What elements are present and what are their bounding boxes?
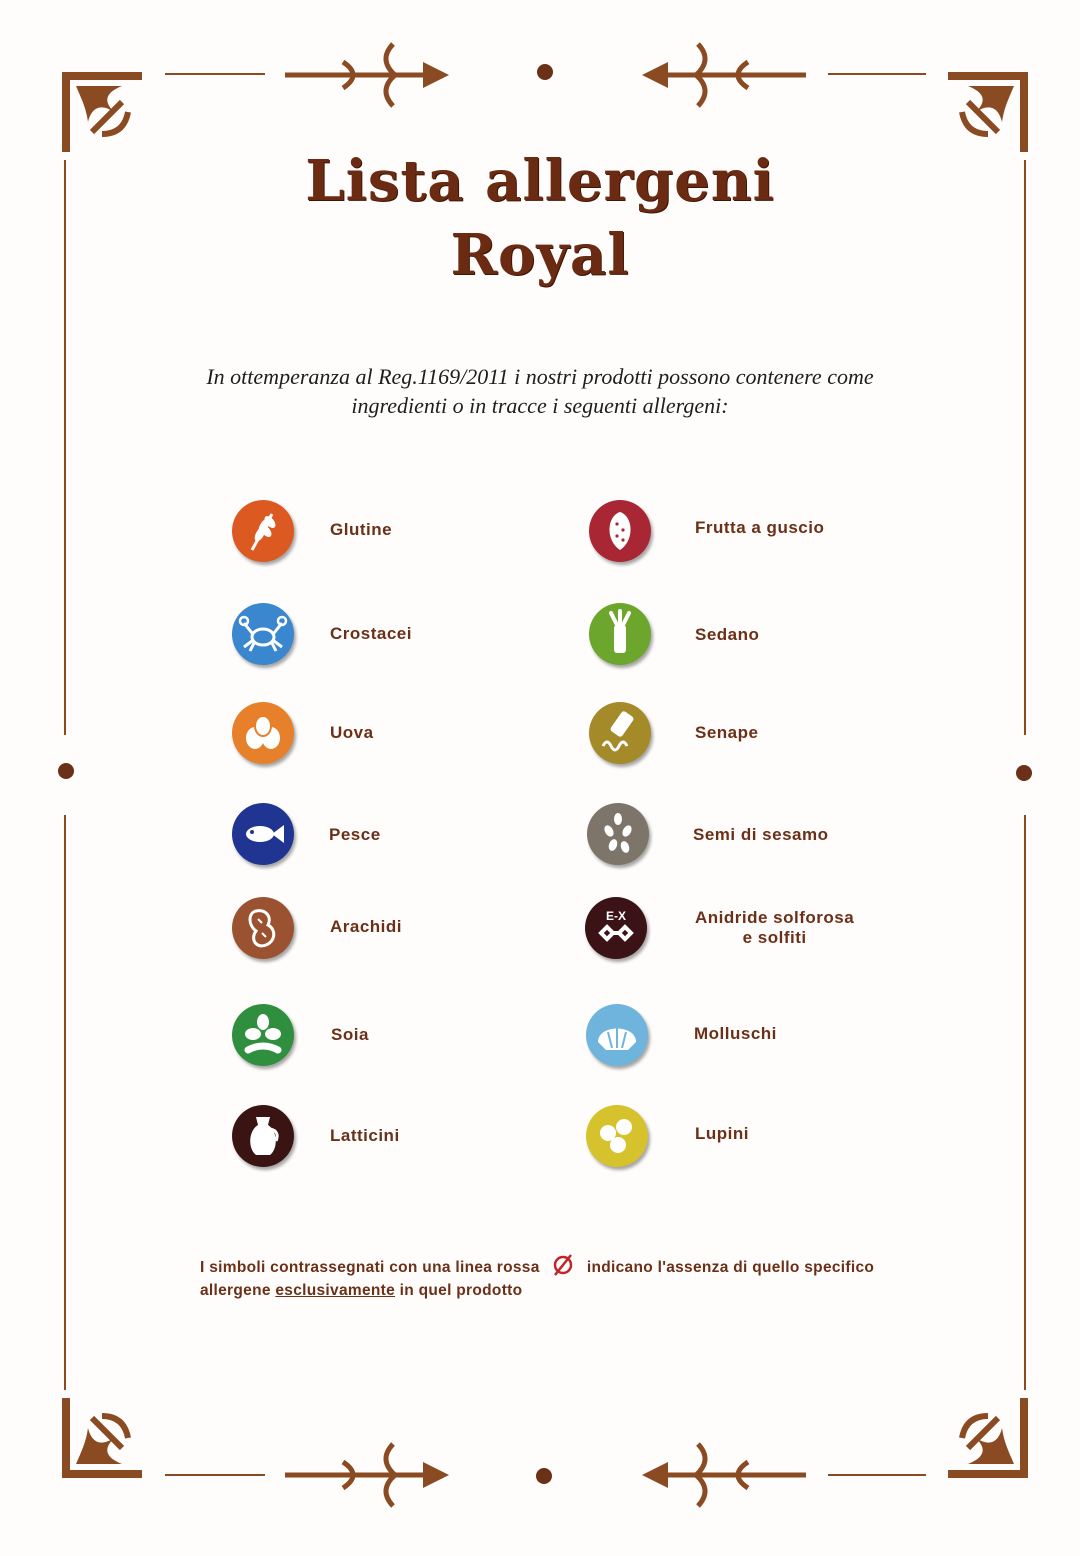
- nut-icon: [589, 500, 651, 562]
- frame-top-line-left: [165, 73, 265, 75]
- allergen-label: Sedano: [695, 625, 760, 644]
- allergen-label: Semi di sesamo: [693, 825, 829, 844]
- absence-note: [200, 1256, 920, 1302]
- frame-dot-left: [58, 763, 74, 779]
- frame-left-line-lower: [64, 815, 66, 1390]
- mustard-icon: [589, 702, 651, 764]
- shell-icon: [586, 1004, 648, 1066]
- wheat-icon: [232, 500, 294, 562]
- intro-line2: ingredienti o in tracce i seguenti allergeni:: [351, 393, 729, 418]
- allergen-label: Arachidi: [330, 917, 403, 936]
- allergen-label: Latticini: [330, 1126, 400, 1145]
- intro-line1: In ottemperanza al Reg.1169/2011 i nostri prodotti possono contenere come: [206, 364, 874, 389]
- corner-ornament-bottom-left-icon: [62, 1398, 142, 1478]
- allergen-label: Crostacei: [330, 624, 412, 643]
- flourish-top-right-icon: [638, 40, 808, 110]
- frame-dot-top: [537, 64, 553, 80]
- corner-ornament-top-left-icon: [62, 72, 142, 152]
- soy-icon: [232, 1004, 294, 1066]
- note-part3: allergene: [200, 1282, 271, 1299]
- frame-top-line-right: [828, 73, 926, 75]
- corner-ornament-top-right-icon: [948, 72, 1028, 152]
- page-title-line1: Lista allergeni: [305, 148, 775, 214]
- page-title-line2: Royal: [450, 222, 630, 288]
- flourish-bottom-left-icon: [283, 1440, 453, 1510]
- allergen-label: Uova: [330, 723, 374, 742]
- eggs-icon: [232, 702, 294, 764]
- allergen-label: Frutta a guscio: [695, 518, 825, 537]
- note-emphasis: esclusivamente: [275, 1282, 396, 1299]
- allergen-label: Pesce: [329, 825, 381, 844]
- allergen-label: Glutine: [330, 520, 393, 539]
- no-symbol-icon: [550, 1252, 576, 1278]
- allergen-label-line1: Anidride solforosa: [695, 908, 855, 927]
- flourish-bottom-right-icon: [638, 1440, 808, 1510]
- lupin-icon: [586, 1105, 648, 1167]
- celery-icon: [589, 603, 651, 665]
- intro-text: [150, 362, 930, 420]
- allergen-label: Senape: [695, 723, 759, 742]
- flourish-top-left-icon: [283, 40, 453, 110]
- allergen-label: Soia: [331, 1025, 369, 1044]
- corner-ornament-bottom-right-icon: [948, 1398, 1028, 1478]
- frame-right-line-lower: [1024, 815, 1026, 1390]
- frame-dot-bottom: [536, 1468, 552, 1484]
- sulphite-icon: [585, 897, 647, 959]
- allergen-label-line2: e solfiti: [742, 928, 807, 947]
- peanut-icon: [232, 897, 294, 959]
- sesame-icon: [587, 803, 649, 865]
- note-part2: indicano l'assenza di quello specifico: [586, 1259, 875, 1276]
- note-part4: in quel prodotto: [399, 1282, 523, 1299]
- note-part1: I simboli contrassegnati con una linea rossa: [200, 1259, 540, 1276]
- allergen-label: Molluschi: [694, 1024, 777, 1043]
- allergen-label: Lupini: [695, 1124, 749, 1143]
- allergen-label: [695, 908, 854, 948]
- crab-icon: [232, 603, 294, 665]
- sulphite-badge-text: E-X: [605, 909, 627, 923]
- frame-bottom-line-left: [165, 1474, 265, 1476]
- frame-bottom-line-right: [828, 1474, 926, 1476]
- milk-jug-icon: [232, 1105, 294, 1167]
- frame-dot-right: [1016, 765, 1032, 781]
- fish-icon: [232, 803, 294, 865]
